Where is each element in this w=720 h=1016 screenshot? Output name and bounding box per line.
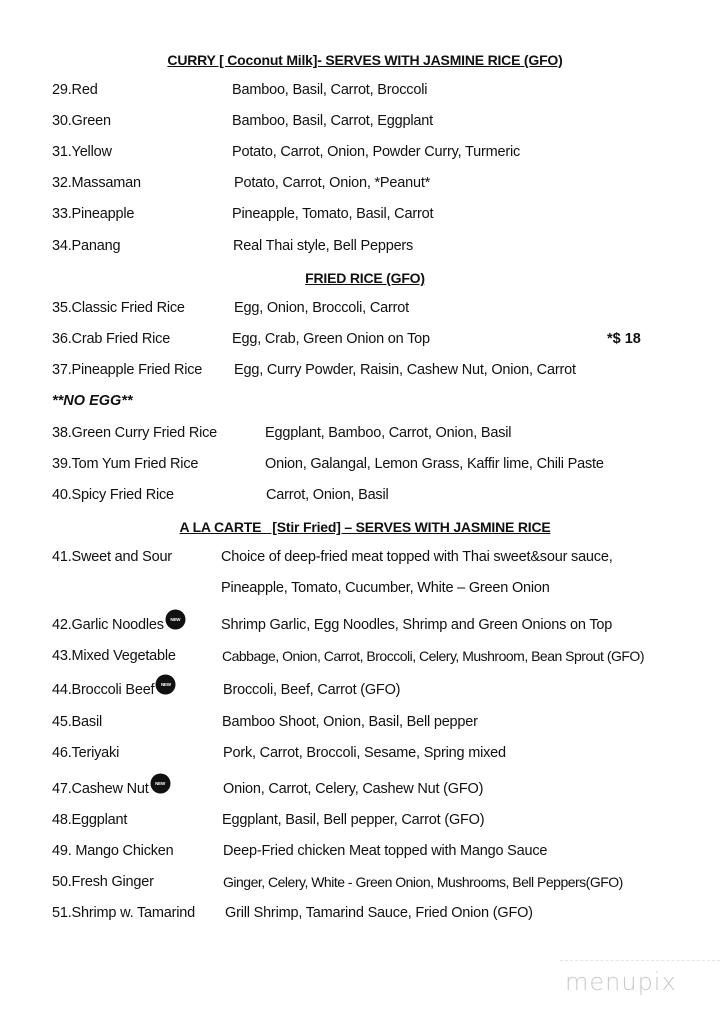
no-egg-note: **NO EGG** <box>52 393 133 409</box>
item-name-text: 44.Broccoli Beef <box>52 682 155 698</box>
item-name: 37.Pineapple Fried Rice <box>52 362 203 378</box>
item-name: 32.Massaman <box>52 175 141 191</box>
item-name: 29.Red <box>52 82 98 98</box>
menu-item <box>0 144 720 164</box>
menu-item <box>0 238 720 258</box>
item-name <box>52 682 174 699</box>
item-name-text: 47.Cashew Nut <box>52 781 149 797</box>
item-name: 51.Shrimp w. Tamarind <box>52 905 196 921</box>
menu-item <box>0 714 720 734</box>
menu-item <box>0 82 720 102</box>
item-name: 50.Fresh Ginger <box>52 874 154 890</box>
menu-item <box>0 331 720 351</box>
item-name: 31.Yellow <box>52 144 112 160</box>
menu-item <box>0 362 720 382</box>
item-name: 35.Classic Fried Rice <box>52 300 185 316</box>
menu-item <box>0 648 720 668</box>
item-name: 43.Mixed Vegetable <box>52 648 176 664</box>
section-heading-curry: CURRY [ Coconut Milk]- SERVES WITH JASMINE RICE (GFO) <box>167 52 563 68</box>
menu-item <box>0 549 720 569</box>
item-name <box>52 781 169 798</box>
item-description: Broccoli, Beef, Carrot (GFO) <box>223 682 401 698</box>
item-description: Choice of deep-fried meat topped with Thai sweet&sour sauce, <box>221 549 613 565</box>
item-description: Potato, Carrot, Onion, Powder Curry, Turmeric <box>232 144 521 160</box>
item-description-line-2: Pineapple, Tomato, Cucumber, White – Green Onion <box>221 580 550 596</box>
menu-item <box>0 905 720 925</box>
new-badge-icon: NEW <box>152 775 169 792</box>
watermark-logo: menupix <box>565 968 677 996</box>
section-heading-a-la-carte: A LA CARTE [Stir Fried] – SERVES WITH JASMINE RICE <box>179 519 551 535</box>
new-badge-icon: NEW <box>167 611 184 628</box>
item-description: Onion, Galangal, Lemon Grass, Kaffir lime, Chili Paste <box>265 456 604 472</box>
item-name: 39.Tom Yum Fried Rice <box>52 456 199 472</box>
menu-item <box>0 175 720 195</box>
menu-item-continuation <box>0 580 720 600</box>
menu-item <box>0 617 720 637</box>
menu-item <box>0 113 720 133</box>
item-description: Bamboo, Basil, Carrot, Eggplant <box>232 113 433 129</box>
menu-item <box>0 874 720 894</box>
item-name: 36.Crab Fried Rice <box>52 331 171 347</box>
item-description: Carrot, Onion, Basil <box>266 487 389 503</box>
item-name: 30.Green <box>52 113 111 129</box>
menu-item <box>0 812 720 832</box>
item-description: Ginger, Celery, White - Green Onion, Mushrooms, Bell Peppers(GFO) <box>223 874 623 890</box>
item-name: 49. Mango Chicken <box>52 843 174 859</box>
item-name: 34.Panang <box>52 238 121 254</box>
item-description: Eggplant, Bamboo, Carrot, Onion, Basil <box>265 425 512 441</box>
item-name: 46.Teriyaki <box>52 745 120 761</box>
item-name: 48.Eggplant <box>52 812 128 828</box>
item-description: Deep-Fried chicken Meat topped with Mango Sauce <box>223 843 548 859</box>
item-description: Egg, Curry Powder, Raisin, Cashew Nut, Onion, Carrot <box>234 362 576 378</box>
item-description: Bamboo, Basil, Carrot, Broccoli <box>232 82 428 98</box>
item-description: Pineapple, Tomato, Basil, Carrot <box>232 206 434 222</box>
watermark-divider <box>560 960 720 961</box>
menu-item <box>0 206 720 226</box>
item-name: 38.Green Curry Fried Rice <box>52 425 218 441</box>
item-description: Egg, Crab, Green Onion on Top <box>232 331 430 347</box>
menu-item <box>0 487 720 507</box>
menu-item <box>0 781 720 801</box>
item-name-text: 42.Garlic Noodles <box>52 617 164 633</box>
item-price: *$ 18 <box>607 331 641 347</box>
item-description: Pork, Carrot, Broccoli, Sesame, Spring mixed <box>223 745 506 761</box>
item-description: Grill Shrimp, Tamarind Sauce, Fried Onion (GFO) <box>225 905 533 921</box>
item-name: 45.Basil <box>52 714 102 730</box>
menu-item <box>0 745 720 765</box>
item-name <box>52 617 184 634</box>
section-heading-fried-rice: FRIED RICE (GFO) <box>305 270 425 286</box>
menu-item <box>0 425 720 445</box>
item-description: Onion, Carrot, Celery, Cashew Nut (GFO) <box>223 781 484 797</box>
item-name: 40.Spicy Fried Rice <box>52 487 174 503</box>
item-description: Potato, Carrot, Onion, *Peanut* <box>234 175 431 191</box>
item-name: 33.Pineapple <box>52 206 135 222</box>
item-description: Bamboo Shoot, Onion, Basil, Bell pepper <box>222 714 478 730</box>
item-description: Cabbage, Onion, Carrot, Broccoli, Celery, Mushroom, Bean Sprout (GFO) <box>222 648 644 664</box>
new-badge-icon: NEW <box>157 676 174 693</box>
menu-item <box>0 843 720 863</box>
item-description: Egg, Onion, Broccoli, Carrot <box>234 300 409 316</box>
item-description: Eggplant, Basil, Bell pepper, Carrot (GFO) <box>222 812 485 828</box>
menu-item <box>0 682 720 702</box>
item-description: Shrimp Garlic, Egg Noodles, Shrimp and Green Onions on Top <box>221 617 613 633</box>
item-description: Real Thai style, Bell Peppers <box>233 238 414 254</box>
menu-item <box>0 456 720 476</box>
menu-item <box>0 300 720 320</box>
item-name: 41.Sweet and Sour <box>52 549 172 565</box>
